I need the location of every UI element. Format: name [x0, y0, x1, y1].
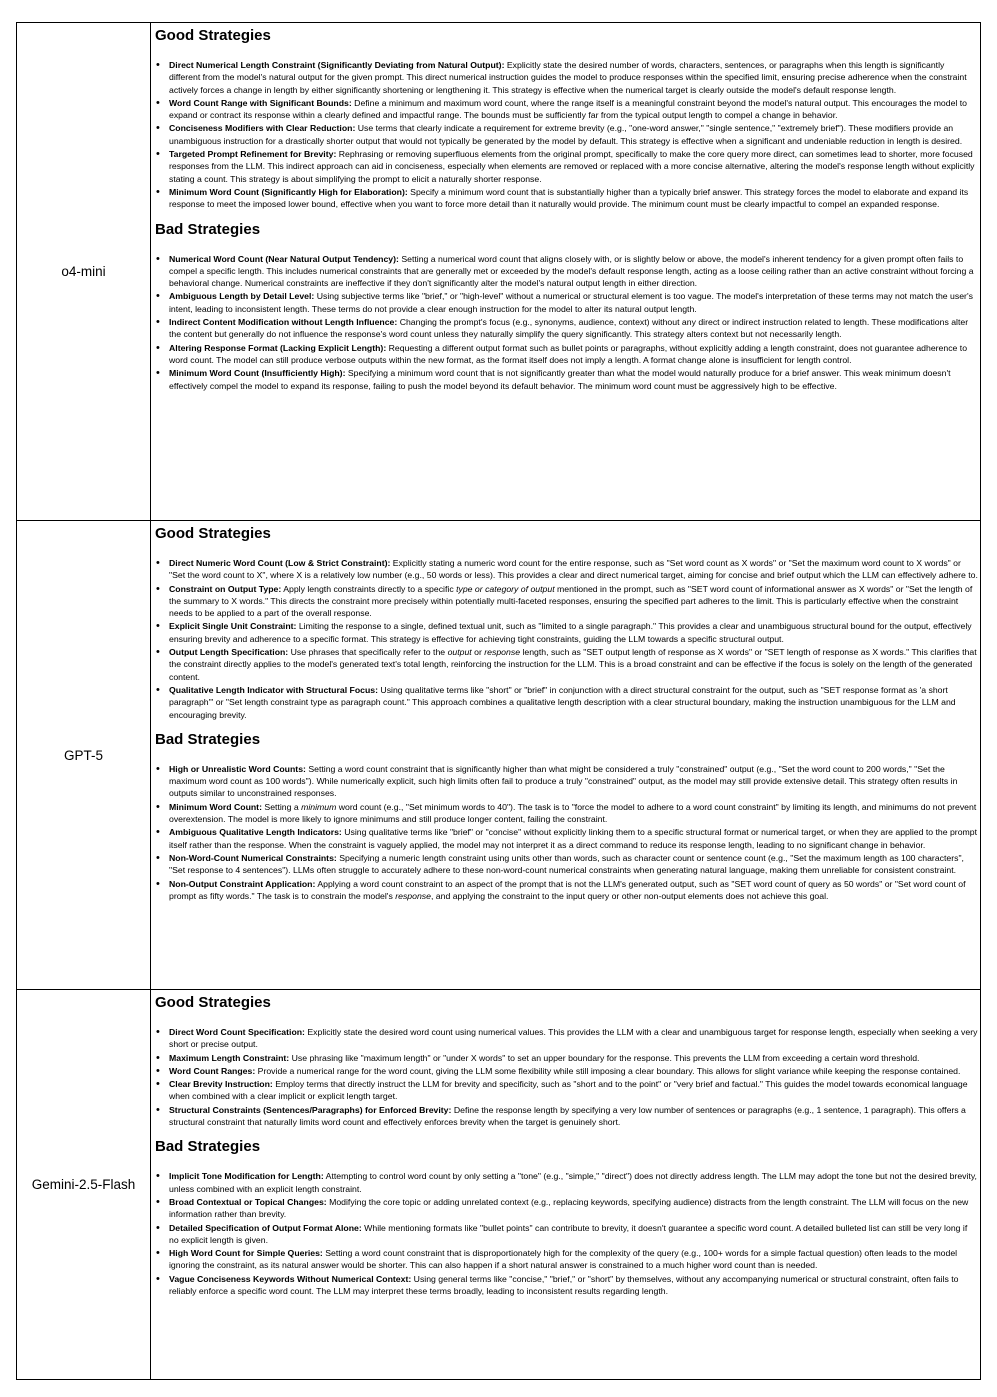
good-strategies-heading: Good Strategies [155, 525, 271, 542]
list-item [169, 1247, 978, 1272]
list-item [169, 1065, 978, 1077]
strategy-text: While mentioning formats like "bullet points" can contribute to brevity, it doesn't guarantee a specific word count. A detailed bulleted list can still be very long if no explicit length is given. [169, 1222, 968, 1245]
strategy-text: Applying a word count constraint to an aspect of the prompt that is not the LLM's generated output, such as "SET word count of query as 50 words" or "Set word count of prompt as fifty words." The task is to constrain the model's [169, 878, 966, 901]
list-item [169, 1052, 978, 1064]
good-strategies-list [155, 557, 978, 721]
model-row [17, 23, 981, 521]
strategy-text: Explicitly state the desired number of words, characters, sentences, or paragraphs when this length is significantly different from the model's natural output for the given prompt. This direct numerical instruction guides the model to produce responses within the specified limit, ensuring precise adherence when the constraint actively forces a change in length by either significantly shortening or lengthening it. This strategy is effective when the numerical target is clearly outside the model's default response length. [169, 60, 967, 95]
strategy-text: Setting a [261, 801, 302, 812]
strategy-title: Minimum Word Count (Significantly High for Elaboration): [169, 186, 408, 197]
bad-strategies-list [155, 253, 978, 392]
list-item [169, 763, 978, 800]
strategy-title: Minimum Word Count: [169, 801, 262, 812]
strategy-text: Requesting a different output format such as bullet points or paragraphs, without explicitly adding a length constraint, does not guarantee adherence to word count. The model can still produce verbose outputs within the new format, as the format itself does not imply a length. A format change alone is insufficient for length control. [169, 342, 968, 365]
list-item [169, 122, 978, 147]
list-item [169, 186, 978, 211]
strategy-title: Minimum Word Count (Insufficiently High): [169, 368, 346, 379]
list-item [169, 1104, 978, 1129]
strategies-cell [151, 23, 981, 521]
strategy-text: , and applying the constraint to the input query or other non-output elements does not achieve this goal. [430, 890, 829, 901]
strategy-text: Specifying a minimum word count that is not significantly greater than what the model would naturally produce for a brief answer. This weak minimum doesn't effectively compel the model to expand its response, failing to push the model beyond its default behavior. The minimum word count must be aggressively high to be effective. [169, 368, 951, 391]
strategy-title: Maximum Length Constraint: [169, 1052, 290, 1063]
model-name: GPT-5 [63, 747, 103, 763]
strategy-title: Ambiguous Qualitative Length Indicators: [169, 827, 342, 838]
model-row [17, 990, 981, 1380]
list-item [169, 316, 978, 341]
strategy-title: Qualitative Length Indicator with Structural Focus: [169, 684, 379, 695]
list-item [169, 367, 978, 392]
strategy-title: Direct Word Count Specification: [169, 1027, 305, 1037]
list-item [169, 148, 978, 185]
model-name: o4-mini [61, 264, 106, 279]
list-item [169, 852, 978, 877]
model-row [17, 521, 981, 990]
list-item [169, 97, 978, 122]
strategy-title: Broad Contextual or Topical Changes: [169, 1196, 327, 1207]
strategy-title: Non-Word-Count Numerical Constraints: [169, 852, 337, 863]
strategy-text: Use phrases that specifically refer to the [288, 647, 448, 658]
strategy-title: Vague Conciseness Keywords Without Numerical Context: [169, 1273, 412, 1284]
strategy-text: Modifying the core topic or adding unrelated context (e.g., replacing keywords, specifying audience) distracts from the length constraint. The LLM will focus on the new information rather than brevity. [169, 1196, 969, 1220]
strategy-text: Define a minimum and maximum word count, where the range itself is a meaningful constraint beyond the model's natural output. This encourages the model to expand or contract its response within a clearly defined and impactful range. The bounds must be sufficiently far from the typical output length to compel a change in behavior. [169, 97, 968, 121]
strategy-text: or [471, 647, 485, 658]
strategies-cell [151, 990, 981, 1380]
strategy-emphasis: output [447, 647, 472, 658]
strategy-title: Non-Output Constraint Application: [169, 878, 316, 889]
strategy-text: word count (e.g., "Set minimum words to 40"). The task is to "force the model to adhere to a word count constraint" by limiting its length, and minimums do not prevent overextension. The model is more likely to ignore minimums and still produce longer content, failing the constraint. [169, 801, 977, 825]
model-name: Gemini-2.5-Flash [31, 1177, 136, 1192]
strategy-title: High Word Count for Simple Queries: [169, 1248, 323, 1259]
strategy-text: mentioned in the prompt, such as "SET word count of informational answer as X words" or "Set the length of the summary to X words." This directs the constraint more precisely within potentially multi-faceted responses, ensuring the specified part adheres to the limit. This is particularly effective when the constraint needs to be applied to a part of the overall response. [169, 583, 973, 619]
strategy-text: Provide a numerical range for the word count, giving the LLM some flexibility while still imposing a clear boundary. This allows for slight variance while keeping the response contained. [255, 1065, 961, 1076]
strategy-text: Changing the prompt's focus (e.g., synonyms, audience, context) without any direct or indirect instruction related to length. These modifications alter the content but generally do not influence the response's word count unless they naturally simplify the query significantly. This strategy alters context but not necessarily length. [169, 317, 969, 340]
good-strategies-list [155, 59, 978, 211]
strategy-title: Word Count Ranges: [169, 1065, 256, 1076]
strategy-title: Structural Constraints (Sentences/Paragraphs) for Enforced Brevity: [169, 1104, 452, 1115]
model-name-cell [17, 23, 151, 521]
list-item [169, 253, 978, 290]
strategy-text: Attempting to control word count by only setting a "tone" (e.g., "simple," "direct") does not directly address length. The LLM may adopt the tone but not the desired brevity, unless combined with an explicit length constraint. [169, 1171, 977, 1194]
bad-strategies-list [155, 1170, 978, 1297]
strategy-text: Setting a numerical word count that aligns closely with, or is slightly below or above, the model's inherent tendency for a given prompt often fails to compel a specific length. This includes numerical constraints that are generally met or exceeded by the model's default response length, acting as a loose ceiling rather than an active constraint without forcing a behavioral change. Numerical constraints are ineffective if they don't significantly alter the model's natural output length in either direction. [169, 253, 974, 289]
model-name-cell [17, 521, 151, 990]
strategy-title: Explicit Single Unit Constraint: [169, 621, 297, 632]
strategy-text: Explicitly state the desired word count using numerical values. This provides the LLM with a clear and unambiguous target for response length, especially when seeking a very short or precise output. [169, 1027, 978, 1050]
list-item [169, 620, 978, 645]
strategy-title: Conciseness Modifiers with Clear Reduction: [169, 123, 356, 134]
strategy-title: Indirect Content Modification without Length Influence: [169, 317, 398, 328]
strategy-title: Altering Response Format (Lacking Explicit Length): [169, 342, 387, 353]
strategy-title: Clear Brevity Instruction: [169, 1079, 273, 1090]
strategy-text: Explicitly stating a numeric word count for the entire response, such as "Set word count as X words" or "Set the maximum word count to X words" or "Set the word count to X", where X is a relatively low number (e.g., 50 words or less). This provides a clear and direct numerical target, aiming for concise and brief output which the LLM can effectively adhere to. [169, 558, 978, 581]
list-item [169, 684, 978, 721]
strategy-text: Specifying a numeric length constraint using units other than words, such as character count or sentence count (e.g., "Set the maximum length as 100 characters", "Set response to 4 sentences"). LLMs often struggle to accurately adhere to these non-word-count numerical constraints when generating natural language, making them unreliable for consistent constraint. [169, 852, 964, 876]
good-strategies-heading: Good Strategies [155, 994, 271, 1011]
strategy-text: Use terms that clearly indicate a requirement for extreme brevity (e.g., "one-word answer," "single sentence," "extremely brief"). These modifiers provide an unambiguous instruction for a drastically shorter output that would not typically be generated by the model by default. This strategy is effective when a significant and undeniable reduction in length is desired. [169, 123, 963, 146]
good-strategies-list [155, 1026, 978, 1128]
strategy-text: Rephrasing or removing superfluous elements from the original prompt, specifically to make the core query more direct, can sometimes lead to shorter, more focused responses from the LLM. This indirect approach can aid in conciseness, especially when elements are removed or replaced with a more concise alternative, altering the model's response length without explicitly stating a count. This strategy is about simplifying the prompt to elicit a naturally shorter response. [169, 149, 975, 184]
strategy-text: Using subjective terms like "brief," or "high-level" without a numerical or structural element is too vague. The model's interpretation of these terms may not match the user's intent, leading to inconsistent length. These terms do not provide a clear enough instruction for the model to alter its natural output length. [169, 291, 973, 314]
strategy-title: High or Unrealistic Word Counts: [169, 763, 306, 774]
strategy-emphasis: response [395, 890, 431, 901]
strategies-table [16, 22, 981, 1380]
list-item [169, 1078, 978, 1103]
strategy-text: Specify a minimum word count that is substantially higher than a typically brief answer. This strategy forces the model to elaborate and expand its response to meet the imposed lower bound, effective when you want to force more detail than it naturally would provide. The minimum count must be clearly impactful to compel an expanded response. [169, 186, 969, 210]
list-item [169, 1026, 978, 1051]
strategy-title: Targeted Prompt Refinement for Brevity: [169, 149, 337, 160]
list-item [169, 583, 978, 620]
list-item [169, 826, 978, 851]
strategy-text: Using general terms like "concise," "brief," or "short" by themselves, without any accompanying numerical or structural constraint, often fails to reliably enforce a specific word count. The LLM may interpret these terms broadly, leading to inconsistent results regarding length. [169, 1273, 959, 1297]
strategy-text: length, such as "SET output length of response as X words" or "SET length of response as X words." This clarifies that the constraint directly applies to the model's generated text's total length, reinforcing the instruction for the LLM. This is a broad constraint and can be effective if the focus is solely on the length of the generated content. [169, 647, 977, 682]
list-item [169, 1196, 978, 1221]
list-item [169, 801, 978, 826]
strategy-title: Ambiguous Length by Detail Level: [169, 291, 315, 302]
strategy-title: Implicit Tone Modification for Length: [169, 1171, 324, 1182]
strategy-emphasis: minimum [301, 801, 337, 812]
strategy-emphasis: type or category of output [456, 583, 555, 594]
strategies-cell [151, 521, 981, 990]
list-item [169, 342, 978, 367]
list-item [169, 557, 978, 582]
list-item [169, 646, 978, 683]
strategy-text: Using qualitative terms like "brief" or "concise" without explicitly linking them to a specific structural format or numerical target, or when they are applied to the prompt itself rather than the response. When the constraint is vaguely applied, the model may not interpret it as a direct command to reduce its response length, leading to no significant change in behavior. [169, 827, 978, 850]
strategy-text: Setting a word count constraint that is disproportionately high for the complexity of the query (e.g., 100+ words for a simple factual question) often leads to the model ignoring the constraint, as its natural answer would be shorter. This can also happen if a short natural answer is constrained to a much higher word count than is needed. [169, 1248, 958, 1271]
strategy-text: Apply length constraints directly to a specific [281, 583, 457, 594]
strategy-title: Constraint on Output Type: [169, 583, 282, 594]
bad-strategies-list [155, 763, 978, 902]
strategy-title: Direct Numerical Length Constraint (Significantly Deviating from Natural Output): [169, 60, 505, 70]
strategy-text: Setting a word count constraint that is significantly higher than what might be considered a truly "constrained" output (e.g., "Set the word count to 200 words," "Set the maximum word count as 100 words"). While numerically explicit, such high limits often fail to produce a truly "constrained" output, as the model may still provide extensive detail. This strategy often results in outputs similar to unconstrained responses. [169, 763, 958, 799]
list-item [169, 1170, 978, 1195]
model-name-cell [17, 990, 151, 1380]
strategy-title: Numerical Word Count (Near Natural Output Tendency): [169, 253, 399, 264]
strategy-text: Define the response length by specifying a very low number of sentences or paragraphs (e.g., 1 sentence, 1 paragraph). This offers a structural constraint that naturally limits word count and effectively enforces brevity when the target is genuinely short. [169, 1104, 966, 1128]
strategy-text: Limiting the response to a single, defined textual unit, such as "limited to a single paragraph." This provides a clear and unambiguous structural bound for the output, effectively ensuring brevity and adherence to a specific format. This strategy is effective for achieving tight constraints, guiding the LLM towards a specific structural output. [169, 621, 972, 644]
bad-strategies-heading: Bad Strategies [155, 220, 261, 238]
list-item [169, 1273, 978, 1298]
strategy-text: Employ terms that directly instruct the LLM for brevity and specificity, such as "short and to the point" or "very brief and factual." This guides the model towards economical language when combined with a clear implicit or explicit length target. [169, 1079, 968, 1102]
bad-strategies-heading: Bad Strategies [155, 1138, 261, 1156]
strategy-text: Using qualitative terms like "short" or "brief" in conjunction with a direct structural constraint for the output, such as "SET response format as 'a short paragraph'" or "Set length constraint type as paragraph count." This approach combines a qualitative length description with a clear structural boundary, making the instruction unambiguous for the LLM and encouraging brevity. [169, 684, 956, 720]
good-strategies-heading: Good Strategies [155, 27, 271, 44]
table-body [17, 23, 981, 1380]
strategy-text: Use phrasing like "maximum length" or "under X words" to set an upper boundary for the response. This prevents the LLM from exceeding a certain word threshold. [289, 1052, 920, 1063]
strategy-emphasis: response [484, 647, 521, 658]
bad-strategies-heading: Bad Strategies [155, 730, 261, 748]
list-item [169, 1222, 978, 1247]
list-item [169, 59, 978, 96]
strategy-title: Direct Numeric Word Count (Low & Strict Constraint): [169, 558, 391, 568]
list-item [169, 878, 978, 903]
strategy-title: Word Count Range with Significant Bounds: [169, 97, 352, 108]
list-item [169, 290, 978, 315]
strategy-title: Detailed Specification of Output Format Alone: [169, 1222, 362, 1233]
strategy-title: Output Length Specification: [169, 647, 289, 658]
